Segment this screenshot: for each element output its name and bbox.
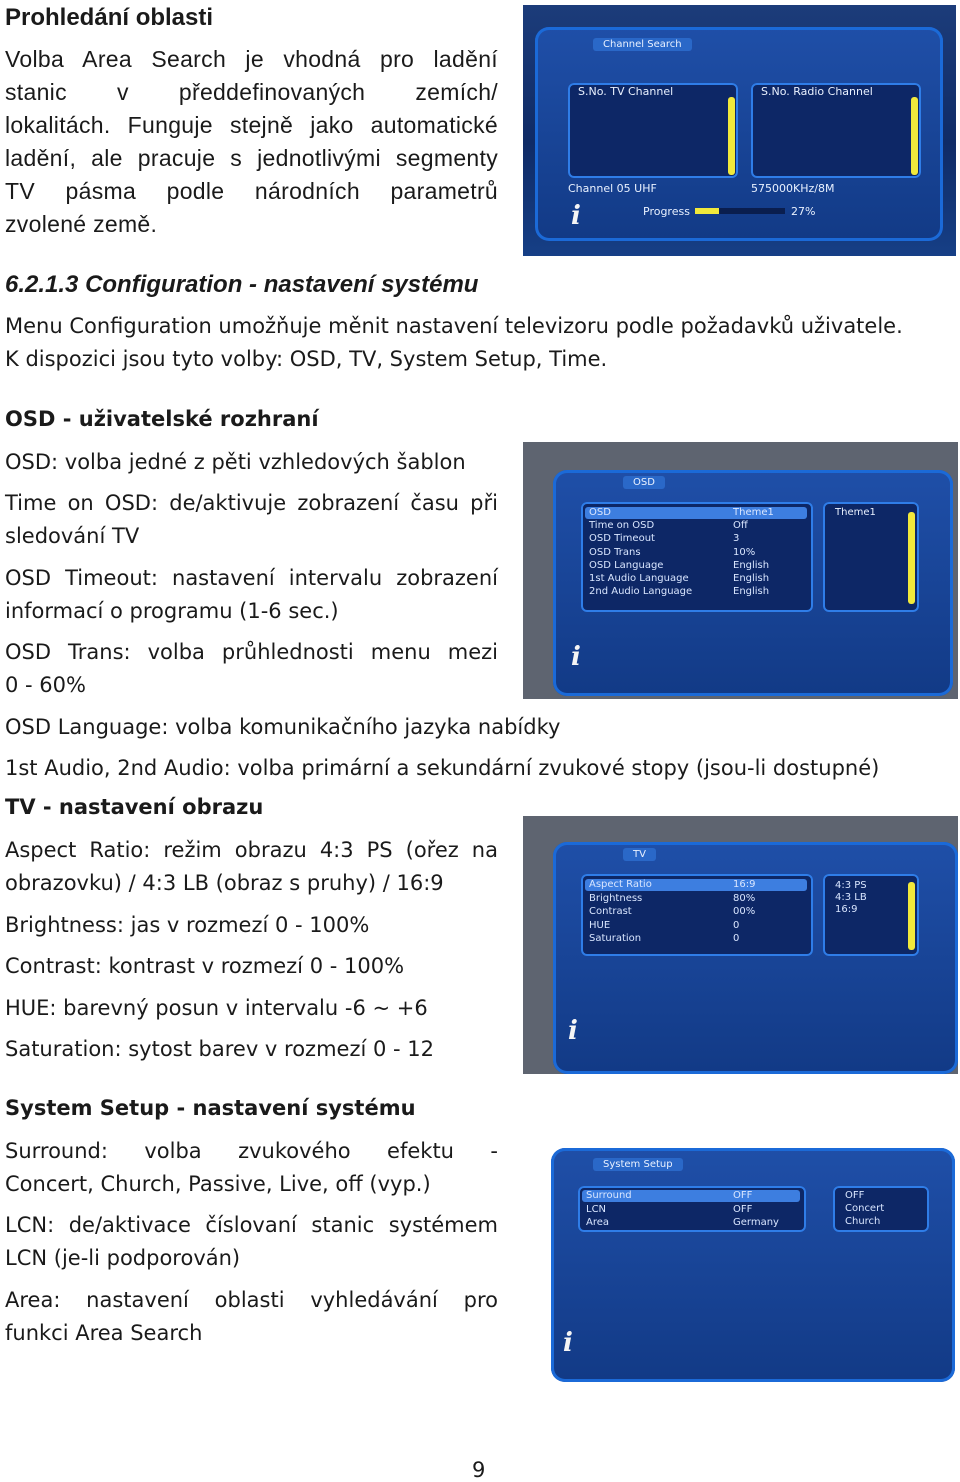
text-line: OSD Timeout: nastavení intervalu zobrazení xyxy=(5,566,498,590)
menu-row-label: Brightness xyxy=(589,892,643,904)
system-side-option: OFF xyxy=(845,1190,865,1201)
menu-row-value: English xyxy=(733,586,770,598)
menu-row-label: Surround xyxy=(586,1190,632,1201)
menu-row-value: OFF xyxy=(733,1203,753,1215)
progress-bar xyxy=(695,208,785,214)
menu-row-value: Off xyxy=(733,520,748,532)
screen-title: System Setup xyxy=(593,1158,683,1171)
info-icon: i xyxy=(571,201,581,231)
text-line: Volba Area Search je vhodná pro ladění xyxy=(5,46,498,72)
text-line: HUE: barevný posun v intervalu -6 ~ +6 xyxy=(5,996,428,1020)
menu-row-label: 2nd Audio Language xyxy=(589,586,693,598)
osd-paragraph xyxy=(5,487,498,553)
section-heading-area-search: Prohledání oblasti xyxy=(5,4,214,31)
text-line: obrazovku) / 4:3 LB (obraz s pruhy) / 16:9 xyxy=(5,871,444,895)
text-line: informací o programu (1-6 sec.) xyxy=(5,599,339,623)
text-line: Time on OSD: de/aktivuje zobrazení času při xyxy=(5,491,498,515)
text-line: lokalitách. Funguje stejně jako automatické xyxy=(5,112,498,138)
tv-column-header: S.No. TV Channel xyxy=(578,85,674,98)
configuration-text xyxy=(5,310,960,376)
menu-row-value: English xyxy=(733,559,770,571)
section-heading-osd: OSD - uživatelské rozhraní xyxy=(5,407,319,431)
section-heading-configuration: 6.2.1.3 Configuration - nastavení systému xyxy=(5,271,479,298)
menu-row-label: Aspect Ratio xyxy=(589,879,652,890)
text-line: Brightness: jas v rozmezí 0 - 100% xyxy=(5,913,370,937)
text-line: stanic v předdefinovaných zemích/ xyxy=(5,79,498,105)
text-line: Concert, Church, Passive, Live, off (vyp.) xyxy=(5,1172,431,1196)
text-line: Surround: volba zvukového efektu - xyxy=(5,1139,498,1163)
screen-title: Channel Search xyxy=(593,38,692,51)
system-paragraph xyxy=(5,1284,498,1350)
info-icon: i xyxy=(571,642,581,672)
menu-row-value: English xyxy=(733,573,770,584)
tv-paragraph xyxy=(5,834,498,900)
menu-row-value: 0 xyxy=(733,933,740,944)
info-icon: i xyxy=(563,1328,573,1358)
tv-side-option: 4:3 LB xyxy=(835,892,867,903)
menu-row-label: Area xyxy=(586,1217,610,1228)
osd-side-value: Theme1 xyxy=(835,507,876,518)
scrollbar xyxy=(908,512,915,604)
menu-row-value: 10% xyxy=(733,546,756,558)
area-search-text xyxy=(5,43,498,241)
progress-percent: 27% xyxy=(791,205,816,218)
text-line: OSD Trans: volba průhlednosti menu mezi xyxy=(5,640,498,664)
text-line: 0 - 60% xyxy=(5,673,86,697)
system-setup-screenshot xyxy=(523,1128,958,1384)
osd-options-list xyxy=(823,502,919,612)
tv-menu-screenshot xyxy=(523,816,958,1074)
radio-column-header: S.No. Radio Channel xyxy=(761,85,873,98)
screen-panel xyxy=(551,1148,955,1382)
screen-title: OSD xyxy=(623,476,665,489)
menu-row-value: 3 xyxy=(733,533,740,545)
osd-menu-screenshot xyxy=(523,442,958,699)
menu-row-value: 0 xyxy=(733,919,740,931)
text-line: Menu Configuration umožňuje měnit nastavení televizoru podle požadavků uživatele. xyxy=(5,314,903,338)
text-line: Area: nastavení oblasti vyhledávání pro xyxy=(5,1288,498,1312)
menu-row-value: 00% xyxy=(733,906,756,917)
progress-label: Progress xyxy=(643,205,690,218)
system-side-option: Concert xyxy=(845,1203,885,1214)
system-paragraph xyxy=(5,1135,498,1201)
menu-row-value: 16:9 xyxy=(733,879,756,890)
menu-row-label: HUE xyxy=(589,919,611,931)
osd-paragraph xyxy=(5,562,498,628)
text-line: zvolené země. xyxy=(5,211,158,237)
text-line: LCN (je-li podporován) xyxy=(5,1246,241,1270)
tv-side-option: 4:3 PS xyxy=(835,880,867,891)
menu-row-value: 80% xyxy=(733,892,756,904)
text-line: funkci Area Search xyxy=(5,1321,203,1345)
text-line: TV pásma podle národních parametrů xyxy=(5,178,498,204)
text-line: Saturation: sytost barev v rozmezí 0 - 12 xyxy=(5,1037,434,1061)
page-number: 9 xyxy=(472,1458,486,1482)
menu-row-label: Saturation xyxy=(589,933,642,944)
channel-search-screenshot xyxy=(523,5,956,256)
text-line: LCN: de/aktivace číslovaní stanic systémem xyxy=(5,1213,498,1237)
text-line: sledování TV xyxy=(5,524,140,548)
text-line: ladění, ale pracuje s jednotlivými segmenty xyxy=(5,145,498,171)
text-line: K dispozici jsou tyto volby: OSD, TV, System Setup, Time. xyxy=(5,347,608,371)
frequency-readout: 575000KHz/8M xyxy=(751,182,835,195)
menu-row-label: OSD Language xyxy=(589,559,664,571)
info-icon: i xyxy=(568,1016,578,1046)
osd-paragraph xyxy=(5,636,498,702)
text-line: OSD: volba jedné z pěti vzhledových šablon xyxy=(5,450,466,474)
text-line: 1st Audio, 2nd Audio: volba primární a sekundární zvukové stopy (jsou-li dostupné) xyxy=(5,756,880,780)
menu-row-label: 1st Audio Language xyxy=(589,573,689,584)
menu-row-label: OSD Trans xyxy=(589,546,641,558)
system-paragraph xyxy=(5,1209,498,1275)
screen-title: TV xyxy=(623,848,656,861)
progress-fill xyxy=(695,208,719,214)
tv-side-option: 16:9 xyxy=(835,904,858,915)
scrollbar xyxy=(911,97,918,175)
menu-row-value: Theme1 xyxy=(733,507,774,518)
section-heading-system-setup: System Setup - nastavení systému xyxy=(5,1096,416,1120)
menu-row-value: OFF xyxy=(733,1190,753,1201)
text-line: Contrast: kontrast v rozmezí 0 - 100% xyxy=(5,954,405,978)
channel-readout: Channel 05 UHF xyxy=(568,182,657,195)
menu-row-value: Germany xyxy=(733,1217,779,1228)
section-heading-tv: TV - nastavení obrazu xyxy=(5,795,264,819)
scrollbar xyxy=(728,97,735,175)
menu-row-label: OSD xyxy=(589,507,611,518)
scrollbar xyxy=(908,882,915,950)
menu-row-label: LCN xyxy=(586,1203,607,1215)
text-line: Aspect Ratio: režim obrazu 4:3 PS (ořez na xyxy=(5,838,498,862)
system-side-option: Church xyxy=(845,1216,881,1227)
menu-row-label: Contrast xyxy=(589,906,632,917)
menu-row-label: OSD Timeout xyxy=(589,533,655,545)
menu-row-label: Time on OSD xyxy=(589,520,655,532)
text-line: OSD Language: volba komunikačního jazyka nabídky xyxy=(5,715,561,739)
